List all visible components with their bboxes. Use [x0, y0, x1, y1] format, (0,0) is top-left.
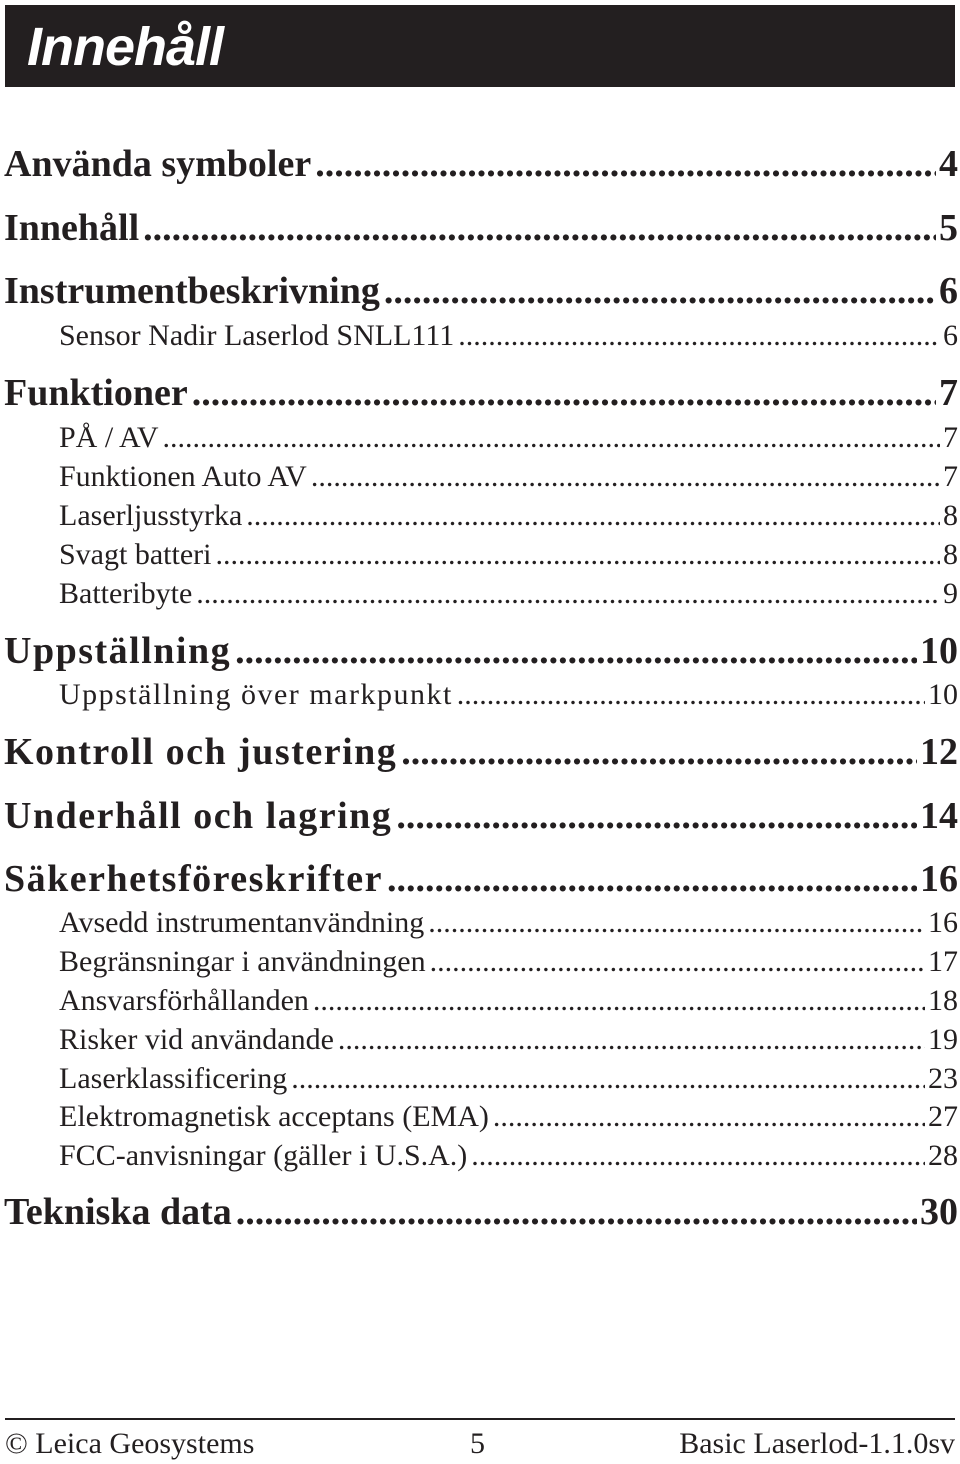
toc-entry-label: Batteribyte	[59, 577, 193, 610]
footer-page-number: 5	[470, 1427, 485, 1460]
toc-leader-dots	[235, 629, 917, 673]
toc-leader-dots	[311, 459, 940, 495]
toc-entry-label: Tekniska data	[4, 1191, 232, 1233]
toc-leader-dots	[143, 206, 936, 250]
toc-entry-page: 30	[920, 1191, 958, 1233]
toc-entry-label: Begränsningar i användningen	[59, 945, 426, 978]
toc-entry[interactable]	[4, 629, 958, 673]
toc-leader-dots	[291, 1061, 925, 1097]
toc-entry-label: Elektromagnetisk acceptans (EMA)	[59, 1100, 489, 1133]
toc-entry-label: Uppställning över markpunkt	[59, 678, 453, 711]
toc-entry-page: 7	[943, 460, 958, 493]
toc-entry[interactable]	[4, 142, 958, 186]
toc-entry[interactable]	[4, 371, 958, 415]
toc-entry[interactable]	[4, 730, 958, 774]
toc-leader-dots	[313, 983, 925, 1019]
toc-entry-page: 16	[920, 858, 958, 900]
toc-entry-label: Innehåll	[4, 207, 140, 249]
page-footer	[5, 1426, 955, 1462]
toc-leader-dots	[384, 269, 936, 313]
toc-entry-label: Laserklassificering	[59, 1062, 288, 1095]
toc-leader-dots	[338, 1022, 925, 1058]
toc-entry-label: PÅ / AV	[59, 421, 159, 454]
toc-entry[interactable]	[59, 1022, 958, 1058]
toc-entry[interactable]	[59, 944, 958, 980]
toc-entry-page: 7	[939, 372, 958, 414]
toc-leader-dots	[196, 576, 940, 612]
toc-entry-page: 18	[928, 984, 958, 1017]
toc-entry-label: Sensor Nadir Laserlod SNLL111	[59, 319, 455, 352]
toc-entry-page: 12	[920, 731, 958, 773]
toc-entry-page: 6	[943, 319, 958, 352]
toc-leader-dots	[396, 794, 917, 838]
toc-entry-label: Svagt batteri	[59, 538, 212, 571]
toc-leader-dots	[315, 142, 936, 186]
toc-entry-page: 6	[939, 270, 958, 312]
toc-entry-page: 10	[920, 630, 958, 672]
toc-entry[interactable]	[59, 498, 958, 534]
toc-leader-dots	[471, 1138, 925, 1174]
toc-entry[interactable]	[4, 1190, 958, 1234]
toc-leader-dots	[401, 730, 917, 774]
toc-entry-label: FCC-anvisningar (gäller i U.S.A.)	[59, 1139, 468, 1172]
toc-entry-page: 9	[943, 577, 958, 610]
toc-leader-dots	[457, 677, 925, 713]
toc-leader-dots	[246, 498, 940, 534]
footer-divider	[5, 1418, 955, 1420]
toc-entry[interactable]	[59, 576, 958, 612]
toc-entry[interactable]	[59, 1138, 958, 1174]
toc-entry[interactable]	[59, 1061, 958, 1097]
toc-entry-label: Laserljusstyrka	[59, 499, 243, 532]
toc-entry-label: Uppställning	[4, 630, 232, 672]
toc-leader-dots	[458, 318, 940, 354]
toc-entry[interactable]	[4, 206, 958, 250]
toc-entry-label: Underhåll och lagring	[4, 795, 393, 837]
toc-entry[interactable]	[59, 983, 958, 1019]
toc-leader-dots	[493, 1099, 925, 1135]
toc-leader-dots	[428, 905, 925, 941]
toc-entry-page: 27	[928, 1100, 958, 1133]
toc-leader-dots	[387, 857, 917, 901]
toc-leader-dots	[215, 537, 940, 573]
toc-entry-page: 14	[920, 795, 958, 837]
toc-entry[interactable]	[4, 794, 958, 838]
page-title: Innehåll	[27, 17, 224, 77]
toc-entry-page: 8	[943, 499, 958, 532]
toc-entry[interactable]	[59, 318, 958, 354]
toc-entry-page: 23	[928, 1062, 958, 1095]
toc-leader-dots	[430, 944, 925, 980]
toc-entry[interactable]	[4, 857, 958, 901]
toc-entry-page: 5	[939, 207, 958, 249]
toc-entry-page: 7	[943, 421, 958, 454]
toc-entry-page: 8	[943, 538, 958, 571]
toc-entry[interactable]	[59, 459, 958, 495]
footer-copyright: © Leica Geosystems	[5, 1427, 255, 1460]
toc-entry-label: Avsedd instrumentanvändning	[59, 906, 425, 939]
toc-entry-label: Kontroll och justering	[4, 731, 398, 773]
toc-entry-label: Använda symboler	[4, 143, 312, 185]
toc-entry[interactable]	[59, 905, 958, 941]
toc-entry[interactable]	[4, 269, 958, 313]
toc-entry-label: Risker vid användande	[59, 1023, 334, 1056]
toc-leader-dots	[192, 371, 936, 415]
toc-entry-label: Ansvarsförhållanden	[59, 984, 309, 1017]
toc-entry-page: 10	[928, 678, 958, 711]
toc-entry-page: 19	[928, 1023, 958, 1056]
toc-entry-page: 28	[928, 1139, 958, 1172]
toc-entry-page: 17	[928, 945, 958, 978]
toc-entry[interactable]	[59, 677, 958, 713]
toc-entry-label: Funktioner	[4, 372, 188, 414]
toc-entry[interactable]	[59, 1099, 958, 1135]
toc-entry[interactable]	[59, 537, 958, 573]
footer-document-id: Basic Laserlod-1.1.0sv	[679, 1427, 955, 1460]
toc-entry-page: 16	[928, 906, 958, 939]
toc-entry[interactable]	[59, 420, 958, 456]
toc-entry-label: Instrumentbeskrivning	[4, 270, 380, 312]
toc-entry-label: Funktionen Auto AV	[59, 460, 307, 493]
toc-entry-page: 4	[939, 143, 958, 185]
toc-entry-label: Säkerhetsföreskrifter	[4, 858, 384, 900]
toc-leader-dots	[163, 420, 941, 456]
toc-leader-dots	[236, 1190, 917, 1234]
